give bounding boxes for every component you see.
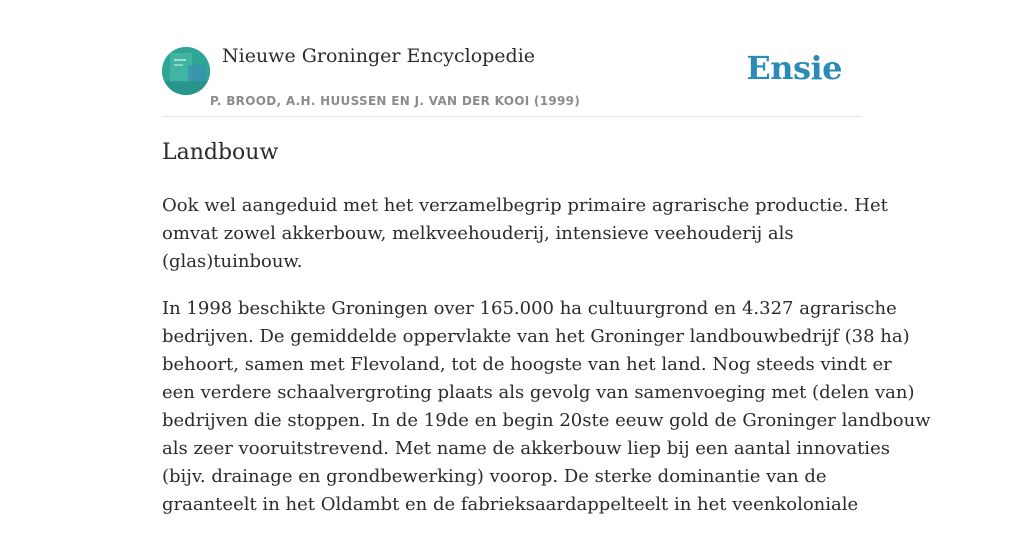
book-authors: P. BROOD, A.H. HUUSSEN EN J. VAN DER KOOI (1999) (210, 94, 581, 108)
text-line: een verdere schaalvergroting plaats als gevolg van samenvoeging met (delen van) (162, 382, 915, 403)
page (162, 0, 931, 515)
text-line: In 1998 beschikte Groningen over 165.000 ha cultuurgrond en 4.327 agrarische (162, 298, 897, 319)
text-line: als zeer vooruitstrevend. Met name de akkerbouw liep bij een aantal innovaties (162, 438, 890, 459)
paragraph (162, 192, 888, 276)
text-line: behoort, samen met Flevoland, tot de hoogste van het land. Nog steeds vindt er (162, 354, 892, 375)
text-line: (bijv. drainage en grondbewerking) voorop. De sterke dominantie van de (162, 466, 827, 487)
text-line: bedrijven. De gemiddelde oppervlakte van het Groninger landbouwbedrijf (38 ha) (162, 326, 910, 347)
text-line: bedrijven die stoppen. In de 19de en begin 20ste eeuw gold de Groninger landbouw (162, 410, 931, 431)
entry-body (162, 192, 931, 538)
text-line: graanteelt in het Oldambt en de fabrieksaardappelteelt in het veenkoloniale (162, 494, 859, 515)
text-line: (glas)tuinbouw. (162, 251, 303, 272)
book-cover-icon[interactable] (162, 47, 210, 95)
book-title[interactable]: Nieuwe Groninger Encyclopedie (222, 45, 536, 67)
paragraph (162, 295, 931, 519)
entry-title: Landbouw (162, 140, 279, 165)
ensie-logo-link[interactable]: Ensie (746, 49, 842, 87)
text-line: omvat zowel akkerbouw, melkveehouderij, intensieve veehouderij als (162, 223, 794, 244)
text-line: Ook wel aangeduid met het verzamelbegrip primaire agrarische productie. Het (162, 195, 888, 216)
site-header (162, 0, 862, 117)
